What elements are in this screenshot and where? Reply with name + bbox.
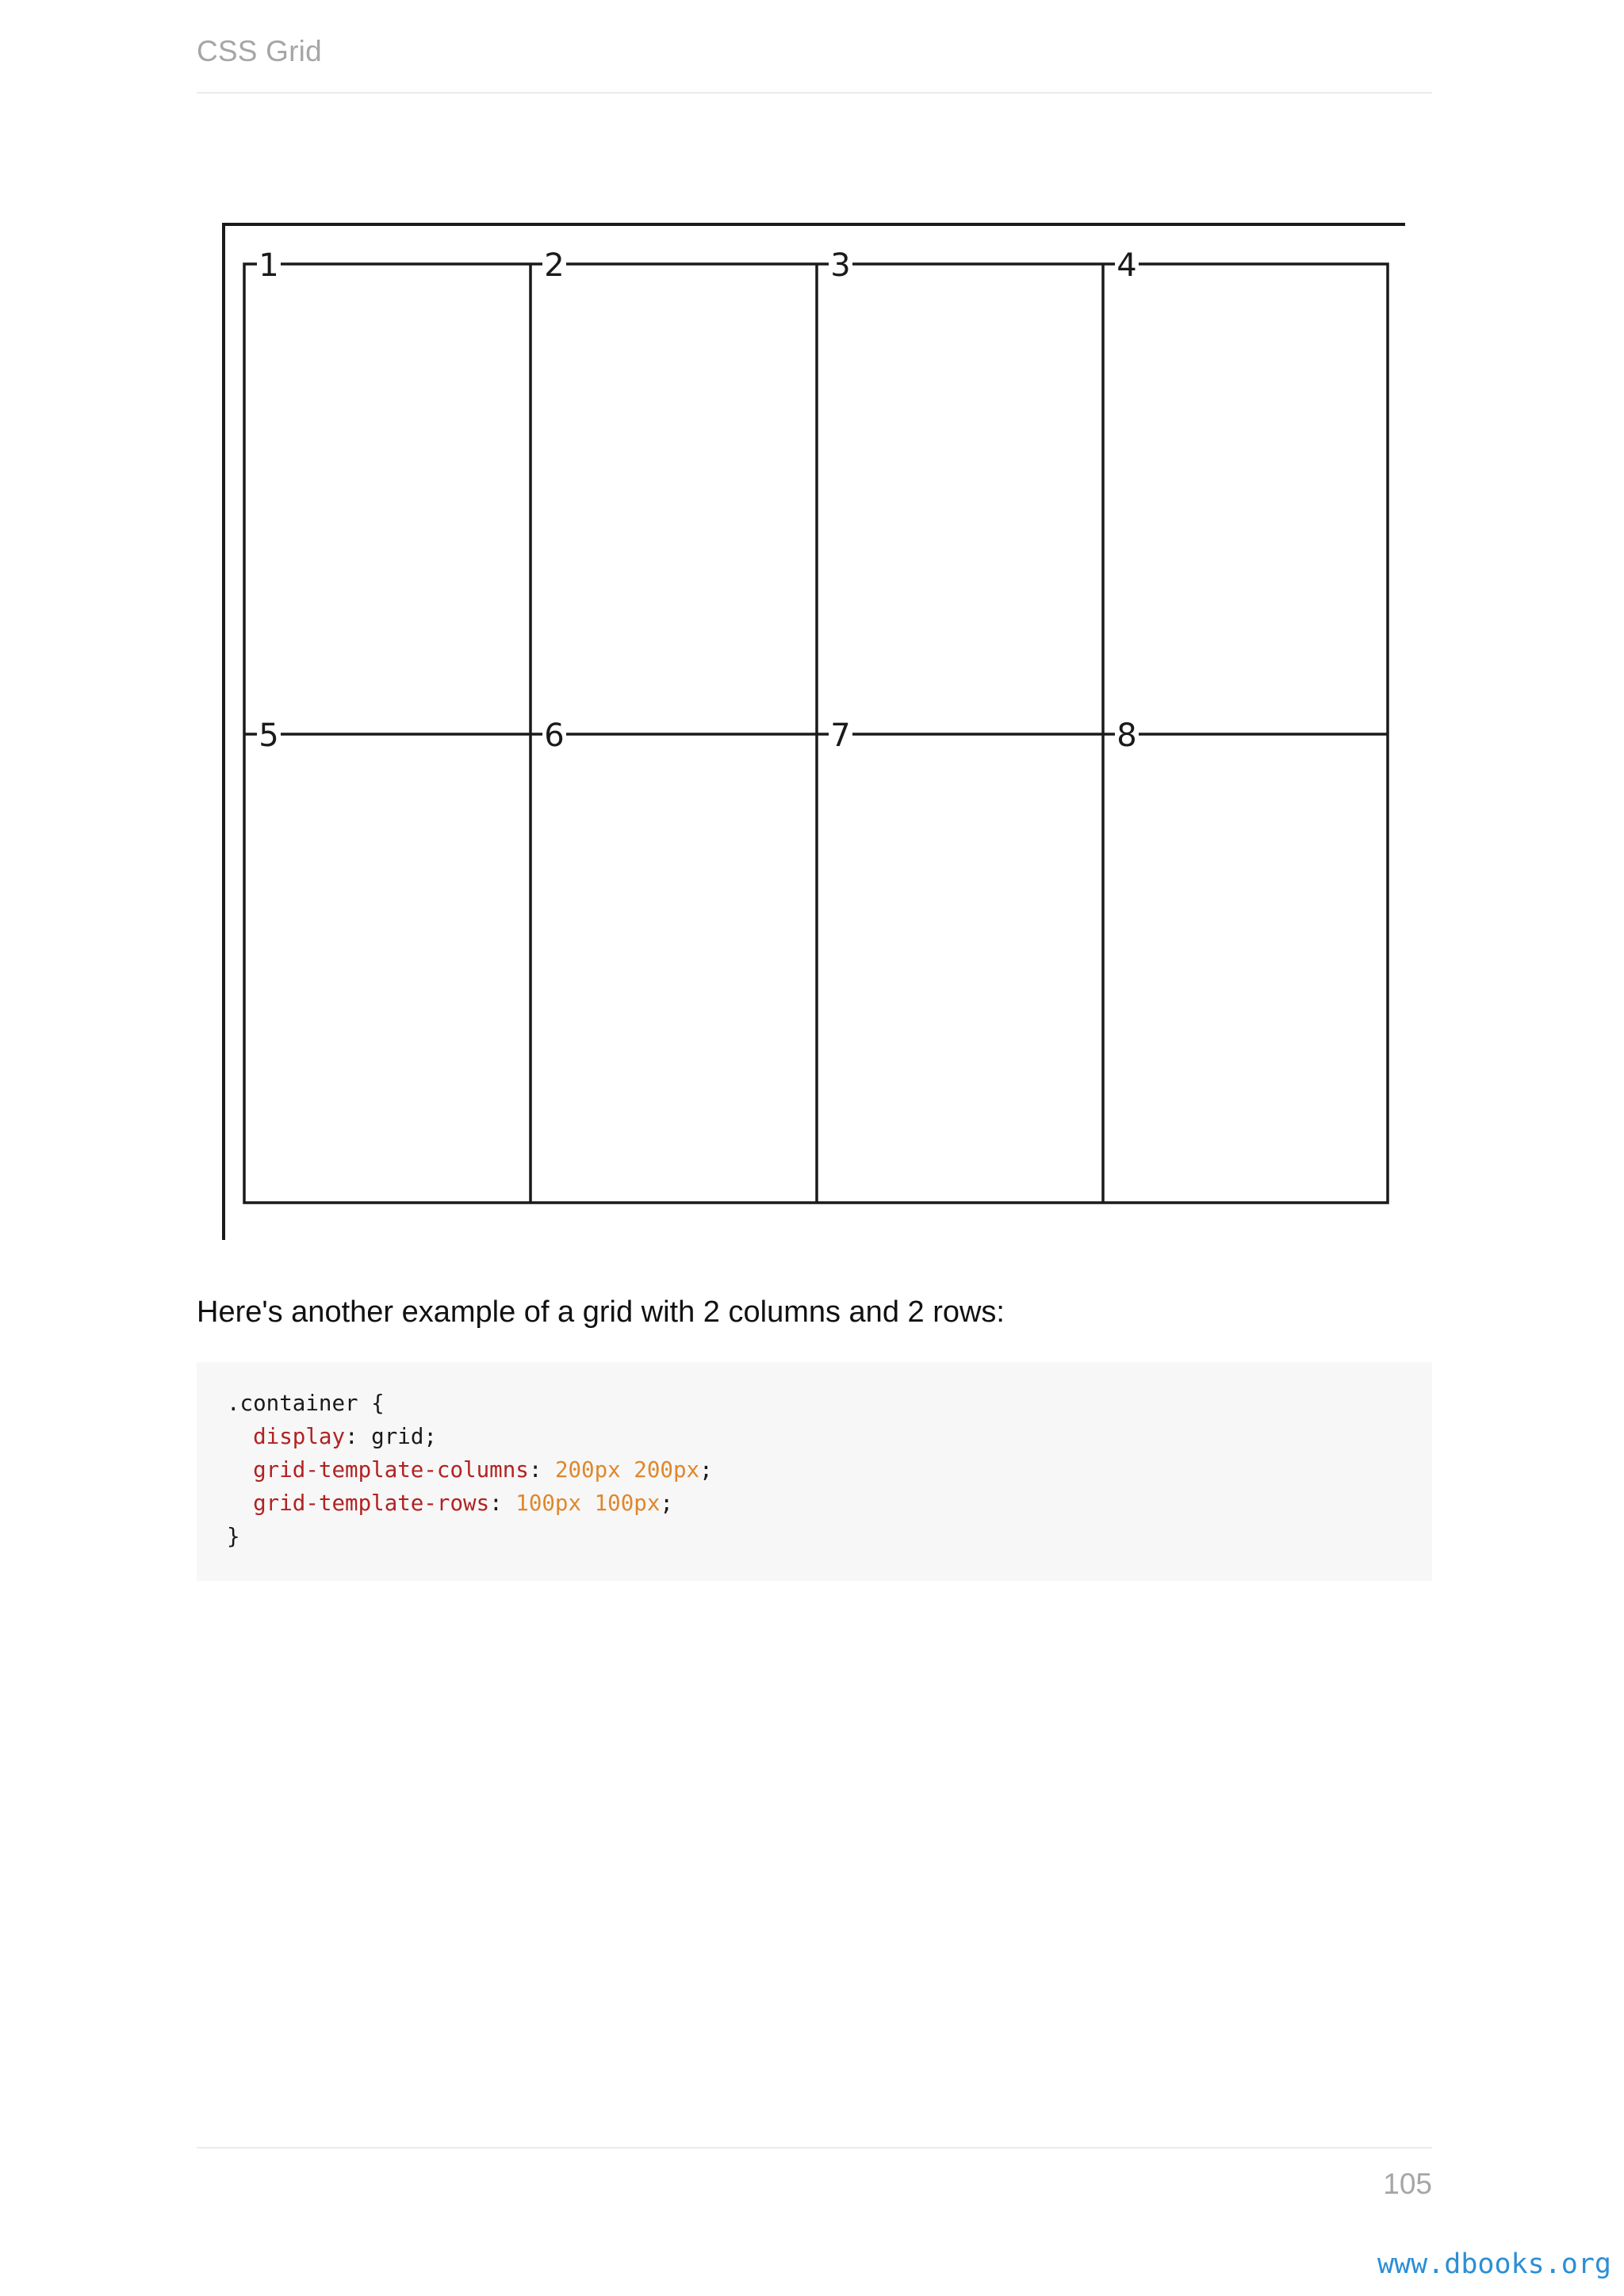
page-number: 105 bbox=[1383, 2168, 1432, 2200]
grid-container-border bbox=[224, 224, 1405, 1240]
code-separator: : bbox=[489, 1490, 516, 1516]
code-semicolon: ; bbox=[660, 1490, 673, 1516]
body-paragraph: Here's another example of a grid with 2 columns and 2 rows: bbox=[197, 1295, 1005, 1329]
code-separator: : bbox=[345, 1424, 372, 1449]
code-semicolon: ; bbox=[699, 1457, 713, 1483]
footer-divider bbox=[197, 2147, 1432, 2149]
code-block bbox=[197, 1362, 1432, 1581]
code-space bbox=[581, 1490, 595, 1516]
code-separator: : bbox=[528, 1457, 555, 1483]
running-header-title: CSS Grid bbox=[197, 35, 322, 67]
code-line-2 bbox=[227, 1420, 1432, 1453]
watermark-link[interactable]: www.dbooks.org bbox=[1377, 2248, 1611, 2280]
cell-number-7: 7 bbox=[830, 718, 851, 754]
code-selector: .container { bbox=[227, 1391, 385, 1416]
code-indent bbox=[227, 1490, 253, 1516]
code-value: grid bbox=[371, 1424, 424, 1449]
code-value: 100px bbox=[594, 1490, 661, 1516]
code-value: 200px bbox=[634, 1457, 700, 1483]
code-semicolon: ; bbox=[423, 1424, 437, 1449]
cell-number-3: 3 bbox=[830, 247, 851, 284]
header-divider bbox=[197, 92, 1432, 94]
code-closing-brace: } bbox=[227, 1524, 240, 1549]
code-value: 100px bbox=[515, 1490, 582, 1516]
code-line-4 bbox=[227, 1487, 1432, 1520]
code-indent bbox=[227, 1424, 253, 1449]
code-line-3 bbox=[227, 1453, 1432, 1487]
grid-diagram bbox=[222, 222, 1405, 1240]
code-space bbox=[621, 1457, 634, 1483]
code-line-1 bbox=[227, 1387, 1432, 1420]
code-line-5 bbox=[227, 1520, 1432, 1553]
cell-number-4: 4 bbox=[1116, 247, 1137, 284]
code-property: grid-template-columns bbox=[253, 1457, 529, 1483]
cell-number-2: 2 bbox=[544, 247, 565, 284]
cell-number-5: 5 bbox=[259, 718, 279, 754]
grid-diagram-svg bbox=[222, 222, 1405, 1240]
cell-number-1: 1 bbox=[259, 247, 279, 284]
code-property: display bbox=[253, 1424, 346, 1449]
code-property: grid-template-rows bbox=[253, 1490, 490, 1516]
code-indent bbox=[227, 1457, 253, 1483]
cell-number-8: 8 bbox=[1116, 718, 1137, 754]
code-value: 200px bbox=[554, 1457, 621, 1483]
cell-number-6: 6 bbox=[544, 718, 565, 754]
